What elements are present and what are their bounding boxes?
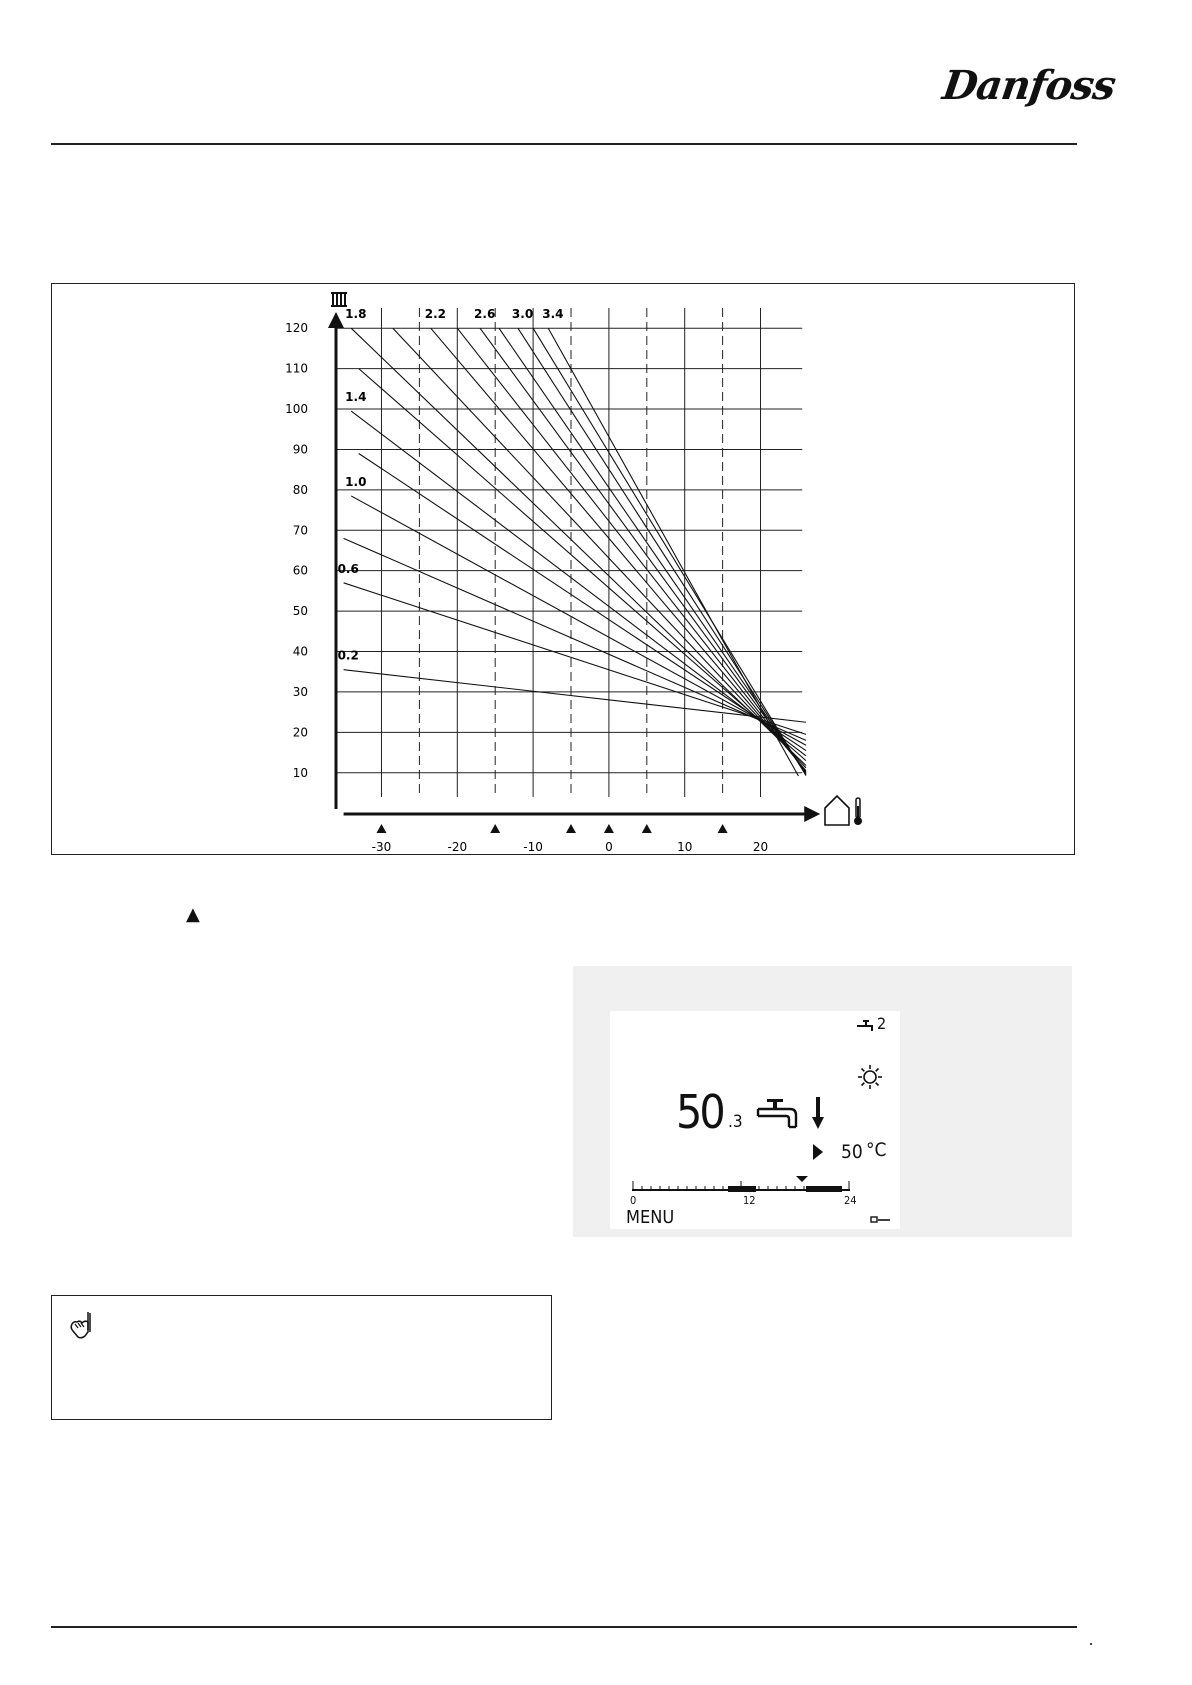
key-icon: [870, 1215, 892, 1225]
y-tick-label: 10: [292, 765, 308, 780]
setpoint-arrow-icon: [812, 1143, 824, 1161]
lcd-screen: [610, 1011, 900, 1229]
current-time-marker: [796, 1176, 808, 1182]
chart-curves: [344, 328, 806, 776]
timeline-start-label: 0: [630, 1194, 637, 1207]
circuit-number: 2: [877, 1014, 887, 1033]
curve-label: 0.6: [337, 561, 359, 576]
note-box: [51, 1295, 552, 1420]
y-axis-arrow: [328, 312, 344, 328]
x-axis-arrow: [804, 806, 820, 822]
chart-axes: [328, 312, 820, 833]
curve-0-8: [344, 538, 806, 740]
x-tick-label: -10: [523, 840, 543, 854]
heating-curve-chart: [51, 283, 1075, 855]
current-temperature-value: 50: [676, 1085, 723, 1139]
curve-label: 2.6: [474, 307, 496, 322]
x-marker-triangle: [642, 824, 652, 833]
curve-3-2: [533, 328, 806, 775]
x-tick-label: 0: [605, 840, 613, 854]
hand-note-icon: [68, 1310, 96, 1340]
outdoor-temperature-icon: [825, 796, 862, 825]
curve-label: 1.0: [345, 474, 367, 489]
x-marker-triangle: [376, 824, 386, 833]
x-marker-triangle: [566, 824, 576, 833]
curve-1-2: [359, 453, 806, 750]
comfort-period-2: [806, 1186, 842, 1192]
x-tick-label: 10: [677, 840, 693, 854]
curve-label: 2.2: [424, 307, 447, 322]
y-tick-label: 60: [292, 563, 308, 578]
current-temperature-decimal: .3: [728, 1112, 743, 1132]
setpoint-value: 50: [841, 1141, 863, 1163]
x-marker-triangle: [604, 824, 614, 833]
y-tick-label: 100: [285, 402, 308, 417]
x-tick-label: -30: [371, 840, 392, 854]
x-tick-label: 20: [752, 840, 769, 854]
x-marker-triangle: [718, 824, 728, 833]
header-rule: [51, 143, 1077, 145]
curve-3-0: [518, 328, 806, 775]
timeline-mid-label: 12: [743, 1194, 756, 1207]
sun-icon: [857, 1064, 883, 1090]
comfort-period-1: [728, 1186, 756, 1192]
footer-rule: [51, 1626, 1077, 1628]
y-tick-label: 40: [292, 644, 308, 659]
heating-curve-svg: [52, 284, 1074, 854]
curve-2-4: [457, 328, 806, 772]
page-edge-mark: [1090, 1643, 1092, 1645]
triangle-marker-note: ▲: [186, 904, 200, 925]
danfoss-logo: Danfoss: [939, 62, 1118, 109]
y-tick-label: 80: [292, 482, 308, 497]
y-tick-label: 30: [292, 684, 308, 699]
y-tick-label: 50: [292, 604, 308, 619]
curve-0-6: [344, 583, 806, 735]
curve-label: 3.0: [511, 307, 534, 322]
curve-label: 0.2: [337, 648, 359, 663]
radiator-icon: [331, 292, 347, 307]
y-tick-label: 90: [292, 442, 308, 457]
y-tick-label: 120: [285, 321, 308, 336]
curve-label: 1.8: [345, 307, 367, 322]
tap-icon: [756, 1097, 802, 1133]
thermometer-icon: [811, 1095, 825, 1131]
x-tick-label: -20: [447, 840, 468, 854]
setpoint-unit: °C: [866, 1139, 887, 1161]
curve-label: 1.4: [345, 390, 367, 405]
y-tick-label: 20: [292, 725, 308, 740]
menu-label[interactable]: MENU: [626, 1207, 675, 1228]
curve-2-6: [480, 328, 806, 773]
curve-2-0: [393, 328, 806, 768]
timeline-end-label: 24: [844, 1194, 857, 1207]
curve-2-2: [431, 328, 806, 771]
y-tick-label: 110: [285, 361, 308, 376]
curve-label: 3.4: [542, 307, 564, 322]
chart-labels: [285, 307, 768, 854]
x-marker-triangle: [490, 824, 500, 833]
tap-small-icon: [856, 1018, 876, 1032]
y-tick-label: 70: [292, 523, 308, 538]
